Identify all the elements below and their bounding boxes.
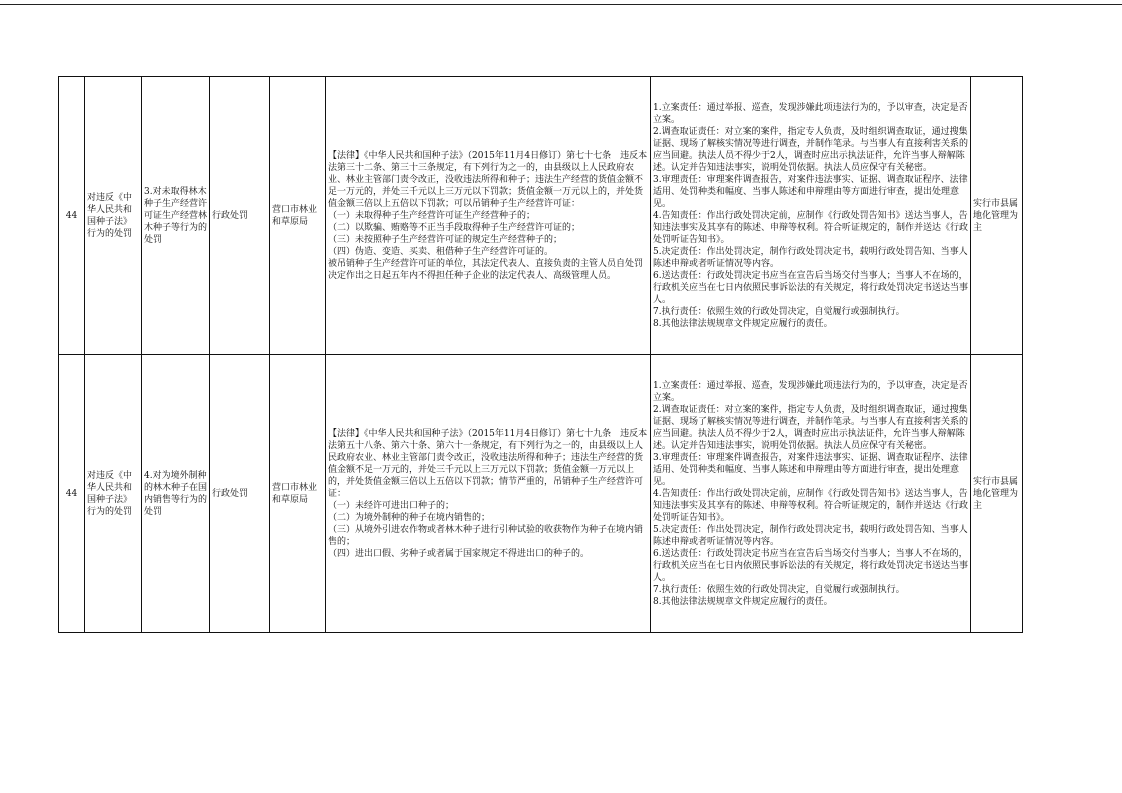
basis-line: （二）为境外制种的种子在境内销售的； [328,512,491,523]
responsibility-list [651,355,971,633]
basis-line: 【法律】《中华人民共和国种子法》（2015年11月4日修订）第七十七条 违反本法第三十二条、第三十三条规定，有下列行为之一的，由县级以上人民政府农业、林业主管部门责令改正，没收违法所得和种子；违法生产经营的货值金额不足一万元的，并处三千元以上三万元以下罚款；货值金额一万元以上的，并处货值金额三倍以上五倍以下罚款；可以吊销种子生产经营许可证： [328,150,648,209]
power-list-table [58,76,1023,633]
table-row [59,355,1023,633]
implementing-dept: 营口市林业和草原局 [270,77,326,355]
basis-line: （一）未经许可进出口种子的； [328,500,455,511]
responsibility-list [651,77,971,355]
duty-item: 3.审理责任：审理案件调查报告，对案件违法事实、证据、调查取证程序、法律适用、处罚种类和幅度、当事人陈述和申辩理由等方面进行审查，提出处理意见。 [653,174,968,209]
duty-item: 8.其他法律法规规章文件规定应履行的责任。 [653,596,833,607]
basis-line: （四）进出口假、劣种子或者属于国家规定不得进出口的种子的。 [328,548,590,559]
basis-line: 被吊销种子生产经营许可证的单位，其法定代表人、直接负责的主管人员自处罚决定作出之日起五年内不得担任种子企业的法定代表人、高级管理人员。 [328,258,644,281]
duty-item: 7.执行责任：依照生效的行政处罚决定，自觉履行或强制执行。 [653,306,905,317]
basis-line: （四）伪造、变造、买卖、租借种子生产经营许可证的。 [328,246,554,257]
basis-line: （二）以欺骗、贿赂等不正当手段取得种子生产经营许可证的； [328,222,581,233]
duty-item: 1.立案责任：通过举报、巡查，发现涉嫌此项违法行为的，予以审查，决定是否立案。 [653,380,968,403]
basis-line: （三）从境外引进农作物或者林木种子进行引种试验的收获物作为种子在境内销售的； [328,524,644,547]
item-name: 对违反《中华人民共和国种子法》行为的处罚 [85,355,142,633]
row-number: 44 [59,77,85,355]
row-number: 44 [59,355,85,633]
duty-item: 1.立案责任：通过举报、巡查，发现涉嫌此项违法行为的，予以审查，决定是否立案。 [653,102,968,125]
duty-item: 2.调查取证责任：对立案的案件，指定专人负责，及时组织调查取证，通过搜集证据、现场了解核实情况等进行调查，并制作笔录。与当事人有直接利害关系的应当回避。执法人员不得少于2人，调查时应出示执法证件，允许当事人辩解陈述。认定并告知违法事实，说明处罚依据。执法人员应保守有关秘密。 [653,404,969,451]
remarks: 实行市县属地化管理为主 [971,77,1023,355]
implementing-dept: 营口市林业和草原局 [270,355,326,633]
sub-item: 3.对未取得林木种子生产经营许可证生产经营林木种子等行为的处罚 [142,77,210,355]
power-type: 行政处罚 [210,77,270,355]
duty-item: 6.送达责任：行政处罚决定书应当在宣告后当场交付当事人；当事人不在场的，行政机关应当在七日内依照民事诉讼法的有关规定，将行政处罚决定书送达当事人。 [653,270,969,305]
basis-line: （三）未按照种子生产经营许可证的规定生产经营种子的； [328,234,563,245]
duty-item: 5.决定责任：作出处罚决定，制作行政处罚决定书，载明行政处罚告知、当事人陈述申辩或者听证情况等内容。 [653,246,968,269]
remarks: 实行市县属地化管理为主 [971,355,1023,633]
duty-item: 8.其他法律法规规章文件规定应履行的责任。 [653,318,833,329]
power-type: 行政处罚 [210,355,270,633]
duty-item: 3.审理责任：审理案件调查报告，对案件违法事实、证据、调查取证程序、法律适用、处罚种类和幅度、当事人陈述和申辩理由等方面进行审查，提出处理意见。 [653,452,968,487]
legal-basis [326,77,651,355]
header-rule [0,4,1122,5]
table-row [59,77,1023,355]
sub-item: 4.对为境外制种的林木种子在国内销售等行为的处罚 [142,355,210,633]
duty-item: 6.送达责任：行政处罚决定书应当在宣告后当场交付当事人；当事人不在场的，行政机关应当在七日内依照民事诉讼法的有关规定，将行政处罚决定书送达当事人。 [653,548,969,583]
basis-line: 【法律】《中华人民共和国种子法》（2015年11月4日修订）第七十九条 违反本法第五十八条、第六十条、第六十一条规定，有下列行为之一的，由县级以上人民政府农业、林业主管部门责令改正，没收违法所得和种子；违法生产经营的货值金额不足一万元的，并处三千元以上三万元以下罚款；货值金额一万元以上的，并处货值金额三倍以上五倍以下罚款；情节严重的，吊销种子生产经营许可证： [328,428,648,499]
item-name: 对违反《中华人民共和国种子法》行为的处罚 [85,77,142,355]
duty-item: 7.执行责任：依照生效的行政处罚决定，自觉履行或强制执行。 [653,584,905,595]
legal-basis [326,355,651,633]
duty-item: 4.告知责任：作出行政处罚决定前，应制作《行政处罚告知书》送达当事人，告知违法事实及其享有的陈述、申辩等权利。符合听证规定的，制作并送达《行政处罚听证告知书》。 [653,488,969,523]
duty-item: 4.告知责任：作出行政处罚决定前，应制作《行政处罚告知书》送达当事人，告知违法事实及其享有的陈述、申辩等权利。符合听证规定的，制作并送达《行政处罚听证告知书》。 [653,210,969,245]
basis-line: （一）未取得种子生产经营许可证生产经营种子的； [328,210,536,221]
duty-item: 5.决定责任：作出处罚决定，制作行政处罚决定书，载明行政处罚告知、当事人陈述申辩或者听证情况等内容。 [653,524,968,547]
duty-item: 2.调查取证责任：对立案的案件，指定专人负责，及时组织调查取证，通过搜集证据、现场了解核实情况等进行调查，并制作笔录。与当事人有直接利害关系的应当回避。执法人员不得少于2人，调查时应出示执法证件，允许当事人辩解陈述。认定并告知违法事实，说明处罚依据。执法人员应保守有关秘密。 [653,126,969,173]
